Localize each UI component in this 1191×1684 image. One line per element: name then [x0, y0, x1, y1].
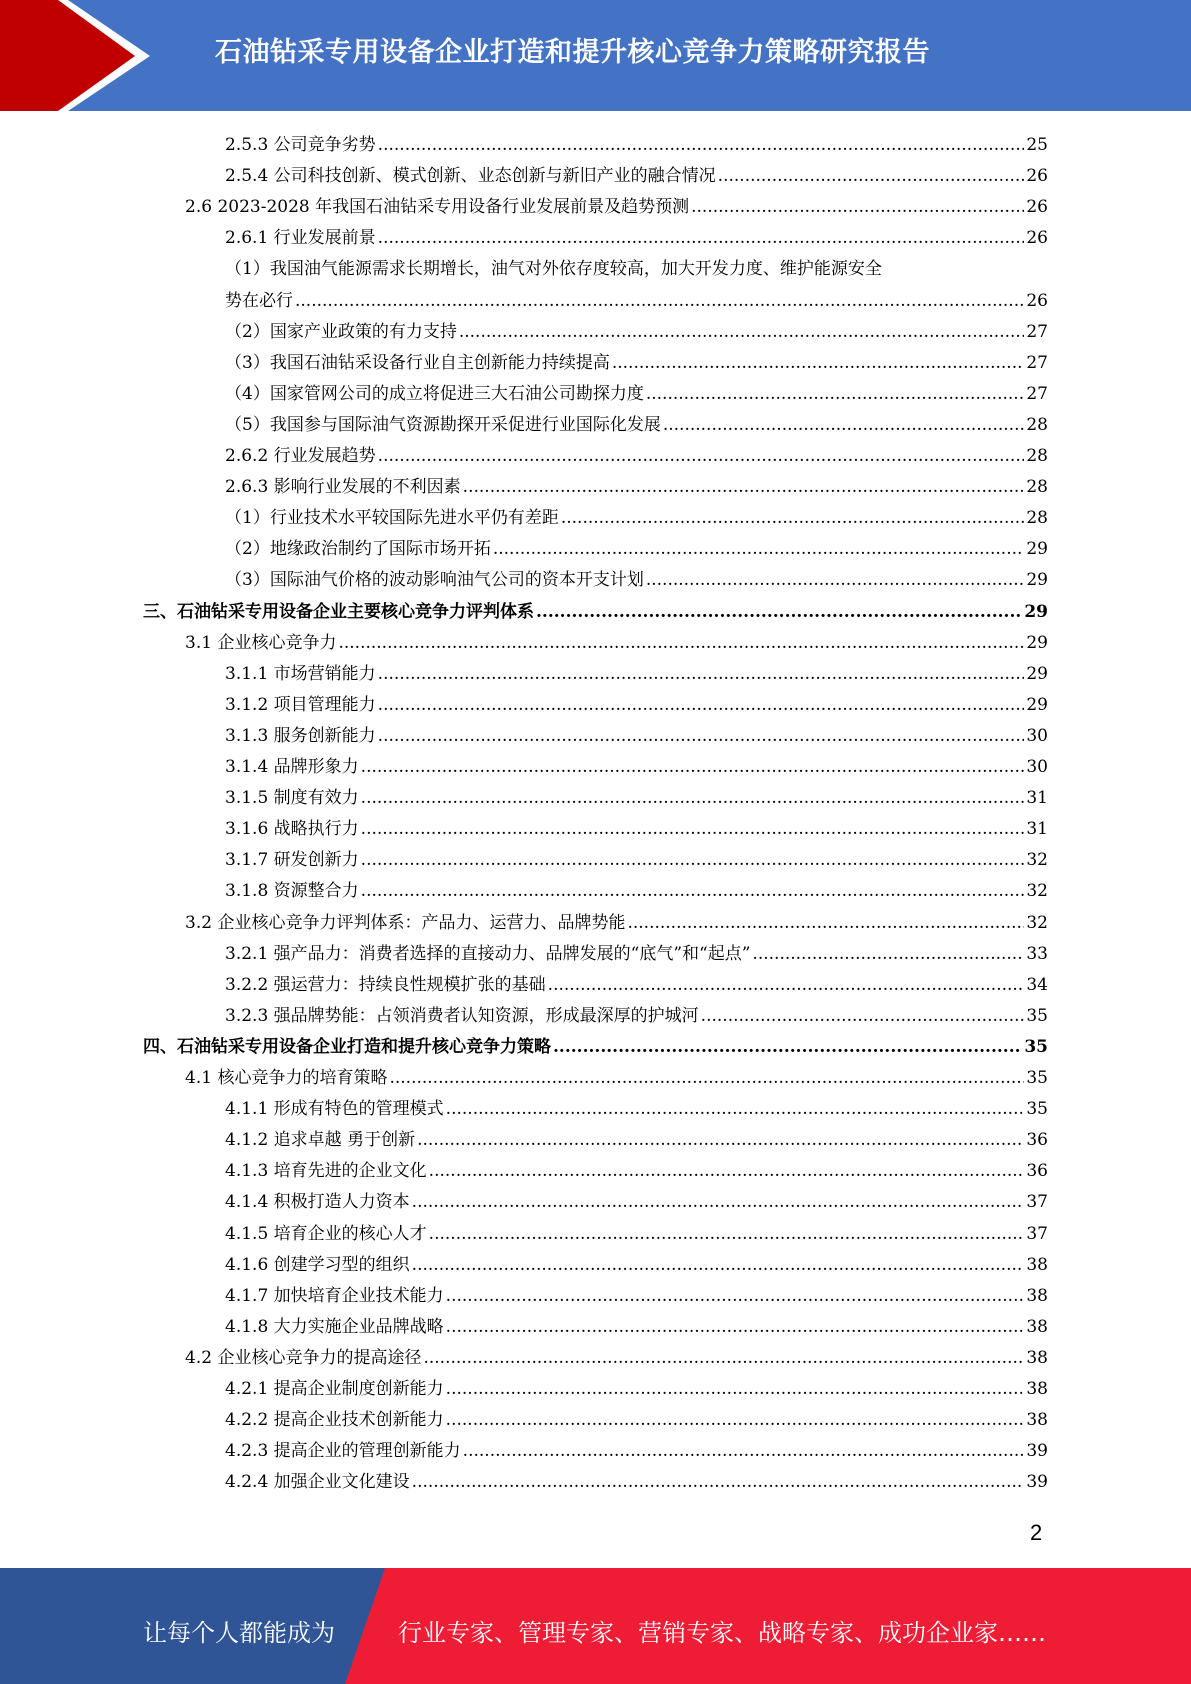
toc-entry[interactable] — [225, 1281, 1048, 1312]
toc-entry[interactable] — [225, 441, 1048, 472]
toc-entry[interactable] — [225, 939, 1048, 970]
toc-entry[interactable] — [225, 1156, 1048, 1187]
toc-leader-dots — [429, 1156, 1025, 1187]
toc-leader-dots — [378, 721, 1025, 752]
toc-entry-page: 27 — [1026, 352, 1048, 373]
toc-entry-label: 3.1 企业核心竞争力 — [185, 632, 337, 653]
footer-slogan-right: 行业专家、管理专家、营销专家、战略专家、成功企业家…… — [398, 1619, 1046, 1647]
toc-entry-label: （4）国家管网公司的成立将促进三大石油公司勘探力度 — [225, 383, 644, 404]
toc-entry-label: 4.2.3 提高企业的管理创新能力 — [225, 1441, 461, 1462]
toc-entry-page: 26 — [1026, 228, 1048, 249]
toc-entry[interactable] — [225, 1405, 1048, 1436]
toc-entry-page: 26 — [1026, 166, 1048, 187]
toc-entry-label: 3.1.8 资源整合力 — [225, 881, 359, 902]
toc-entry-page: 29 — [1026, 539, 1048, 560]
toc-entry-page: 28 — [1026, 446, 1048, 466]
toc-entry-page: 30 — [1026, 757, 1048, 777]
toc-entry-label: 2.6.1 行业发展前景 — [225, 228, 376, 249]
toc-entry-page: 28 — [1026, 477, 1048, 498]
toc-leader-dots — [378, 223, 1025, 254]
toc-leader-dots — [536, 597, 1022, 628]
toc-entry-label: 4.1.2 追求卓越 勇于创新 — [225, 1130, 416, 1151]
toc-entry-label: （2）地缘政治制约了国际市场开拓 — [225, 539, 491, 560]
toc-entry-label: 三、石油钻采专用设备企业主要核心竞争力评判体系 — [143, 601, 534, 622]
toc-entry-label: 4.2.2 提高企业技术创新能力 — [225, 1410, 444, 1431]
toc-leader-dots — [459, 317, 1025, 348]
toc-entry-page: 26 — [1026, 290, 1048, 311]
toc-entry-page: 39 — [1026, 1441, 1048, 1462]
toc-leader-dots — [417, 1125, 1024, 1156]
report-title: 石油钻采专用设备企业打造和提升核心竞争力策略研究报告 — [215, 37, 930, 68]
toc-entry[interactable] — [225, 1312, 1048, 1343]
toc-entry[interactable] — [225, 534, 1048, 565]
toc-entry-label: （5）我国参与国际油气资源勘探开采促进行业国际化发展 — [225, 414, 661, 435]
toc-entry[interactable] — [225, 472, 1048, 503]
toc-entry-label: 4.1.4 积极打造人力资本 — [225, 1192, 410, 1213]
toc-entry-label: 4.1.5 培育企业的核心人才 — [225, 1223, 427, 1244]
toc-entry-label: 4.1.8 大力实施企业品牌战略 — [225, 1316, 444, 1337]
toc-entry[interactable] — [185, 908, 1048, 939]
toc-entry-page: 26 — [1026, 197, 1048, 218]
toc-entry-label: 3.1.5 制度有效力 — [225, 788, 359, 809]
toc-entry-label: 4.2 企业核心竞争力的提高途径 — [185, 1347, 422, 1368]
toc-entry[interactable] — [225, 161, 1048, 192]
toc-entry-page: 31 — [1026, 819, 1048, 840]
toc-leader-dots — [412, 1467, 1025, 1498]
toc-entry[interactable] — [225, 379, 1048, 410]
toc-leader-dots — [701, 1001, 1025, 1032]
toc-entry[interactable] — [225, 1125, 1048, 1156]
page-header — [0, 0, 1191, 111]
toc-entry[interactable] — [225, 254, 1048, 285]
toc-leader-dots — [389, 1063, 1024, 1094]
toc-entry[interactable] — [225, 410, 1048, 441]
toc-leader-dots — [718, 161, 1025, 192]
toc-leader-dots — [553, 1032, 1022, 1063]
toc-leader-dots — [412, 1250, 1025, 1281]
toc-leader-dots — [548, 970, 1025, 1001]
toc-entry-label: （1）我国油气能源需求长期增长，油气对外依存度较高，加大开发力度、维护能源安全 — [225, 259, 882, 280]
footer-slogan-left: 让每个人都能成为 — [143, 1619, 335, 1647]
toc-entry[interactable] — [225, 1219, 1048, 1250]
toc-entry-page: 28 — [1026, 508, 1048, 529]
toc-entry-label: 4.1.3 培育先进的企业文化 — [225, 1161, 427, 1182]
toc-entry-label: 2.5.4 公司科技创新、模式创新、业态创新与新旧产业的融合情况 — [225, 166, 716, 187]
toc-leader-dots — [463, 1436, 1025, 1467]
toc-entry[interactable] — [225, 565, 1048, 596]
toc-leader-dots — [295, 286, 1024, 317]
toc-entry-label: 2.5.3 公司竞争劣势 — [225, 135, 376, 155]
toc-entry[interactable] — [225, 286, 1048, 317]
toc-entry[interactable] — [225, 752, 1048, 783]
toc-entry-label: 3.1.7 研发创新力 — [225, 850, 359, 871]
toc-entry-label: 3.1.2 项目管理能力 — [225, 694, 376, 715]
toc-entry-label: 4.1 核心竞争力的培育策略 — [185, 1068, 388, 1088]
toc-entry-page: 37 — [1026, 1192, 1048, 1213]
toc-entry-page: 31 — [1026, 788, 1048, 809]
toc-entry-page: 34 — [1026, 974, 1048, 995]
toc-entry-page: 28 — [1026, 414, 1048, 435]
toc-entry[interactable] — [225, 783, 1048, 814]
header-arrow-decoration — [0, 0, 200, 111]
toc-entry-page: 38 — [1026, 1316, 1048, 1337]
toc-entry-label: 势在必行 — [225, 290, 293, 311]
toc-entry-page: 32 — [1026, 850, 1048, 871]
toc-entry-label: 2.6 2023-2028 年我国石油钻采专用设备行业发展前景及趋势预测 — [185, 197, 690, 218]
toc-entry-page: 36 — [1026, 1130, 1048, 1151]
toc-entry-label: 2.6.3 影响行业发展的不利因素 — [225, 477, 461, 498]
toc-entry[interactable] — [225, 317, 1048, 348]
toc-entry[interactable] — [225, 130, 1048, 161]
toc-entry[interactable] — [225, 970, 1048, 1001]
toc-entry-label: 3.2 企业核心竞争力评判体系：产品力、运营力、品牌势能 — [185, 912, 626, 933]
toc-leader-dots — [361, 783, 1025, 814]
toc-leader-dots — [429, 1219, 1025, 1250]
toc-entry-label: 4.1.1 形成有特色的管理模式 — [225, 1099, 444, 1120]
toc-entry-page: 38 — [1026, 1410, 1048, 1431]
toc-leader-dots — [463, 472, 1025, 503]
toc-entry[interactable] — [185, 192, 1048, 223]
toc-entry-page: 35 — [1026, 1068, 1048, 1088]
page-number: 2 — [1030, 1520, 1043, 1545]
toc-leader-dots — [378, 659, 1025, 690]
toc-leader-dots — [446, 1312, 1025, 1343]
toc-entry[interactable] — [225, 1187, 1048, 1218]
toc-entry-label: 3.2.1 强产品力：消费者选择的直接动力、品牌发展的“底气”和“起点” — [225, 943, 751, 964]
toc-entry-page: 27 — [1026, 383, 1048, 404]
toc-leader-dots — [361, 845, 1025, 876]
toc-entry[interactable] — [225, 223, 1048, 254]
toc-entry[interactable] — [225, 1001, 1048, 1032]
toc-entry-label: 2.6.2 行业发展趋势 — [225, 446, 376, 466]
toc-entry-page: 39 — [1026, 1472, 1048, 1493]
toc-entry-page: 38 — [1026, 1347, 1048, 1368]
toc-entry[interactable] — [225, 348, 1048, 379]
toc-entry-label: （3）国际油气价格的波动影响油气公司的资本开支计划 — [225, 570, 644, 591]
toc-entry-label: 3.2.2 强运营力：持续良性规模扩张的基础 — [225, 974, 546, 995]
toc-entry[interactable] — [225, 503, 1048, 534]
toc-leader-dots — [646, 379, 1025, 410]
toc-leader-dots — [646, 565, 1025, 596]
toc-leader-dots — [378, 441, 1025, 472]
toc-leader-dots — [412, 1187, 1025, 1218]
toc-leader-dots — [423, 1343, 1024, 1374]
toc-entry-label: 4.2.4 加强企业文化建设 — [225, 1472, 410, 1493]
toc-leader-dots — [446, 1094, 1025, 1125]
page-footer — [0, 1568, 1191, 1684]
toc-entry-page: 29 — [1026, 663, 1048, 684]
toc-entry-label: （1）行业技术水平较国际先进水平仍有差距 — [225, 508, 559, 529]
toc-leader-dots — [663, 410, 1025, 441]
toc-entry-page: 36 — [1026, 1161, 1048, 1182]
toc-entry-label: （2）国家产业政策的有力支持 — [225, 321, 457, 342]
toc-leader-dots — [493, 534, 1025, 565]
toc-entry-label: 3.1.3 服务创新能力 — [225, 725, 376, 746]
toc-entry-page: 27 — [1026, 321, 1048, 342]
toc-leader-dots — [691, 192, 1024, 223]
toc-leader-dots — [361, 876, 1025, 907]
toc-entry[interactable] — [225, 814, 1048, 845]
toc-entry[interactable] — [225, 1250, 1048, 1281]
toc-entry-page: 38 — [1026, 1254, 1048, 1275]
toc-entry-page: 32 — [1026, 881, 1048, 902]
toc-entry[interactable] — [225, 690, 1048, 721]
toc-entry-label: 3.1.1 市场营销能力 — [225, 663, 376, 684]
toc-entry-page: 38 — [1026, 1379, 1048, 1399]
toc-entry-label: 4.1.6 创建学习型的组织 — [225, 1254, 410, 1275]
toc-leader-dots — [627, 908, 1024, 939]
toc-entry-page: 32 — [1026, 912, 1048, 933]
toc-entry-page: 25 — [1026, 135, 1048, 155]
toc-leader-dots — [446, 1281, 1025, 1312]
toc-leader-dots — [378, 690, 1025, 721]
toc-entry-page: 30 — [1026, 725, 1048, 746]
toc-entry[interactable] — [185, 628, 1048, 659]
toc-entry-page: 33 — [1026, 943, 1048, 964]
toc-entry-page: 37 — [1026, 1223, 1048, 1244]
toc-entry[interactable] — [225, 659, 1048, 690]
toc-leader-dots — [378, 130, 1025, 161]
toc-entry[interactable] — [225, 1467, 1048, 1498]
toc-entry[interactable] — [225, 1374, 1048, 1405]
toc-entry-page: 29 — [1026, 694, 1048, 715]
toc-entry-label: 3.1.4 品牌形象力 — [225, 757, 359, 777]
toc-entry-label: （3）我国石油钻采设备行业自主创新能力持续提高 — [225, 352, 610, 373]
toc-leader-dots — [338, 628, 1024, 659]
toc-entry-page: 29 — [1024, 601, 1048, 622]
toc-entry[interactable] — [225, 721, 1048, 752]
toc-leader-dots — [361, 814, 1025, 845]
toc-leader-dots — [612, 348, 1025, 379]
toc-leader-dots — [752, 939, 1024, 970]
toc-entry[interactable] — [185, 1343, 1048, 1374]
toc-leader-dots — [446, 1374, 1025, 1405]
toc-entry-label: 3.2.3 强品牌势能：占领消费者认知资源，形成最深厚的护城河 — [225, 1005, 699, 1026]
toc-entry-label: 4.1.7 加快培育企业技术能力 — [225, 1285, 444, 1306]
toc-leader-dots — [446, 1405, 1025, 1436]
toc-leader-dots — [361, 752, 1025, 783]
toc-entry[interactable] — [225, 1094, 1048, 1125]
toc-entry[interactable] — [143, 1032, 1048, 1063]
toc-leader-dots — [561, 503, 1025, 534]
toc-entry-label: 3.1.6 战略执行力 — [225, 819, 359, 840]
toc-entry-label: 4.2.1 提高企业制度创新能力 — [225, 1379, 444, 1399]
toc-entry[interactable] — [225, 876, 1048, 907]
toc-entry-page: 29 — [1026, 632, 1048, 653]
toc-entry-page: 35 — [1024, 1036, 1048, 1057]
toc-entry-page: 38 — [1026, 1285, 1048, 1306]
toc-entry[interactable] — [225, 845, 1048, 876]
toc-entry-label: 四、石油钻采专用设备企业打造和提升核心竞争力策略 — [143, 1036, 551, 1057]
toc-entry-page: 35 — [1026, 1099, 1048, 1120]
toc-entry-page: 29 — [1026, 570, 1048, 591]
toc-entry[interactable] — [185, 1063, 1048, 1094]
toc-entry[interactable] — [225, 1436, 1048, 1467]
toc-entry-page: 35 — [1026, 1005, 1048, 1026]
toc-entry[interactable] — [143, 597, 1048, 628]
